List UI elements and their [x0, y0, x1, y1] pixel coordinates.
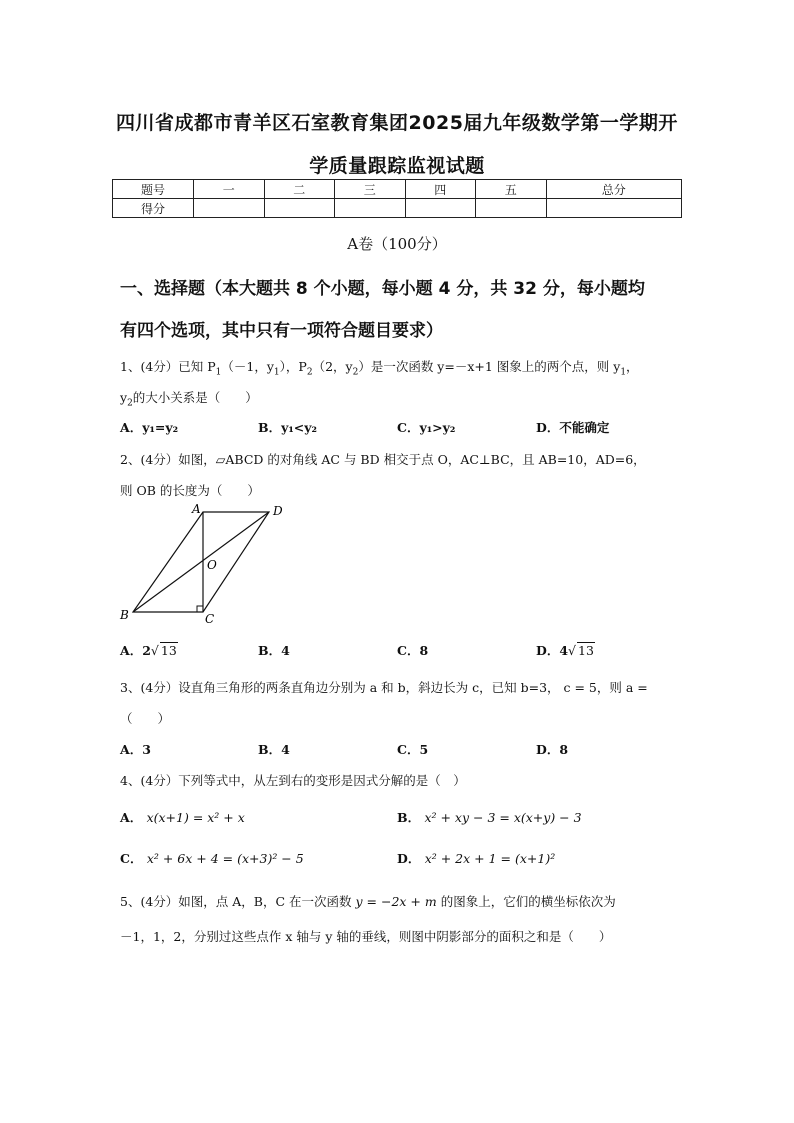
- score-cell[interactable]: [546, 199, 682, 218]
- q1-option-c[interactable]: C．y₁>y₂: [397, 420, 456, 435]
- q3-option-a[interactable]: A．3: [120, 742, 151, 757]
- score-cell[interactable]: [476, 199, 547, 218]
- q2-option-a[interactable]: A．2√ 13: [120, 643, 177, 658]
- q1-text-part: ）是一次函数 y=－x+1 图象上的两个点，则 y: [358, 359, 621, 374]
- q1-option-a[interactable]: A．y₁=y₂: [120, 420, 179, 435]
- q4-option-d[interactable]: [397, 849, 555, 867]
- q2-option-c[interactable]: [397, 641, 428, 659]
- q1-text-part: ，: [626, 359, 639, 374]
- score-header-cell: 五: [476, 180, 547, 199]
- option-expression: x² + 2x + 1 = (x+1)²: [424, 851, 556, 866]
- point-label-c: C: [205, 612, 215, 626]
- score-header-cell: 二: [264, 180, 335, 199]
- question-4-line1: 4、(4分）下列等式中，从左到右的变形是因式分解的是（ ）: [120, 773, 466, 788]
- section-heading-line2: 有四个选项，其中只有一项符合题目要求）: [120, 321, 443, 341]
- q5-text-part: 5、(4分）如图，点 A，B，C 在一次函数: [120, 894, 356, 909]
- option-letter: D．: [536, 643, 560, 658]
- score-row-label: 得分: [113, 199, 194, 218]
- question-1-line1: 1、(4分）已知 $P_1(-1$，$y_1$），$P_2(2$，$y_2$）是一次函数 y=－x+1 图象上的两个点，则 $y_1$，: [120, 359, 639, 378]
- question-1-line2: $y_2$的大小关系是（ ）: [120, 390, 258, 409]
- score-header-cell: 三: [335, 180, 406, 199]
- q4-option-a[interactable]: [120, 808, 245, 826]
- option-expression: x(x+1) = x² + x: [146, 810, 245, 825]
- q3-option-c[interactable]: C．5: [397, 742, 429, 757]
- parallelogram-figure: [115, 500, 295, 630]
- question-2-line2: 则 OB 的长度为（ ）: [120, 483, 260, 498]
- q1-text-part: ），P: [279, 359, 307, 374]
- option-coef: 4: [559, 643, 569, 658]
- point-label-b: B: [120, 608, 129, 622]
- q1-option-d[interactable]: D．不能确定: [536, 420, 610, 435]
- score-header-cell: 题号: [113, 180, 194, 199]
- question-3-line2: （ ）: [120, 711, 171, 726]
- right-angle-mark: [197, 606, 203, 612]
- option-letter: C．: [120, 851, 143, 866]
- volume-label: A卷（100分）: [347, 235, 447, 253]
- diagonal-bd: [133, 512, 269, 612]
- option-letter: B．: [397, 810, 421, 825]
- exam-title-line1: 四川省成都市青羊区石室教育集团2025届九年级数学第一学期开: [116, 112, 678, 134]
- option-radicand: 13: [160, 643, 177, 658]
- score-table-score-row: [113, 199, 682, 218]
- option-letter: A．: [120, 810, 143, 825]
- exam-title-line2: 学质量跟踪监视试题: [309, 155, 485, 177]
- q1-text-part: y: [120, 390, 128, 405]
- option-value: 4: [281, 643, 290, 658]
- q5-function-expression: y = −2x + m: [355, 894, 437, 909]
- score-cell[interactable]: [405, 199, 476, 218]
- score-cell[interactable]: [194, 199, 265, 218]
- score-cell[interactable]: [335, 199, 406, 218]
- score-cell[interactable]: [264, 199, 335, 218]
- score-table: [112, 179, 682, 218]
- option-letter: A．: [120, 643, 143, 658]
- q1-text-part: 1、(4分）已知 P: [120, 359, 216, 374]
- q3-option-d[interactable]: D．8: [536, 742, 569, 757]
- option-value: 8: [419, 643, 429, 658]
- point-label-a: A: [192, 502, 201, 516]
- q5-text-part: 的图象上，它们的横坐标依次为: [436, 894, 616, 909]
- q4-option-b[interactable]: [397, 808, 582, 826]
- score-header-cell: 总分: [546, 180, 682, 199]
- option-coef: 2: [142, 643, 151, 658]
- question-5-line1: [120, 892, 616, 910]
- q1-text-part: （－1，y: [221, 359, 274, 374]
- question-3-line1: 3、(4分）设直角三角形的两条直角边分别为 a 和 b，斜边长为 c，已知 b=3， c = 5，则 a =: [120, 680, 648, 695]
- option-letter: B．: [258, 643, 282, 658]
- score-header-cell: 一: [194, 180, 265, 199]
- option-radicand: 13: [578, 643, 594, 658]
- point-label-d: D: [273, 504, 283, 518]
- q3-option-b[interactable]: B．4: [258, 742, 290, 757]
- q2-option-b[interactable]: [258, 641, 290, 659]
- q4-option-c[interactable]: [120, 849, 304, 867]
- q1-text-part: 的大小关系是（ ）: [132, 390, 258, 405]
- option-letter: D．: [397, 851, 421, 866]
- option-letter: C．: [397, 643, 420, 658]
- option-expression: x² + xy − 3 = x(x+y) − 3: [424, 810, 582, 825]
- q1-option-b[interactable]: B．y₁<y₂: [258, 420, 318, 435]
- section-heading-line1: 一、选择题（本大题共 8 个小题，每小题 4 分，共 32 分，每小题均: [120, 279, 645, 299]
- score-table-header-row: [113, 180, 682, 199]
- q2-option-d[interactable]: D．4√ 13: [536, 643, 594, 658]
- question-5-line2: －1，1，2，分别过这些点作 x 轴与 y 轴的垂线，则图中阴影部分的面积之和是（ ）: [120, 929, 612, 944]
- q1-text-part: （2，y: [312, 359, 353, 374]
- score-header-cell: 四: [405, 180, 476, 199]
- question-2-line1: 2、(4分）如图，▱ABCD 的对角线 AC 与 BD 相交于点 O，AC⊥BC，且 AB=10，AD=6，: [120, 452, 646, 467]
- point-label-o: O: [207, 558, 217, 572]
- option-expression: x² + 6x + 4 = (x+3)² − 5: [146, 851, 304, 866]
